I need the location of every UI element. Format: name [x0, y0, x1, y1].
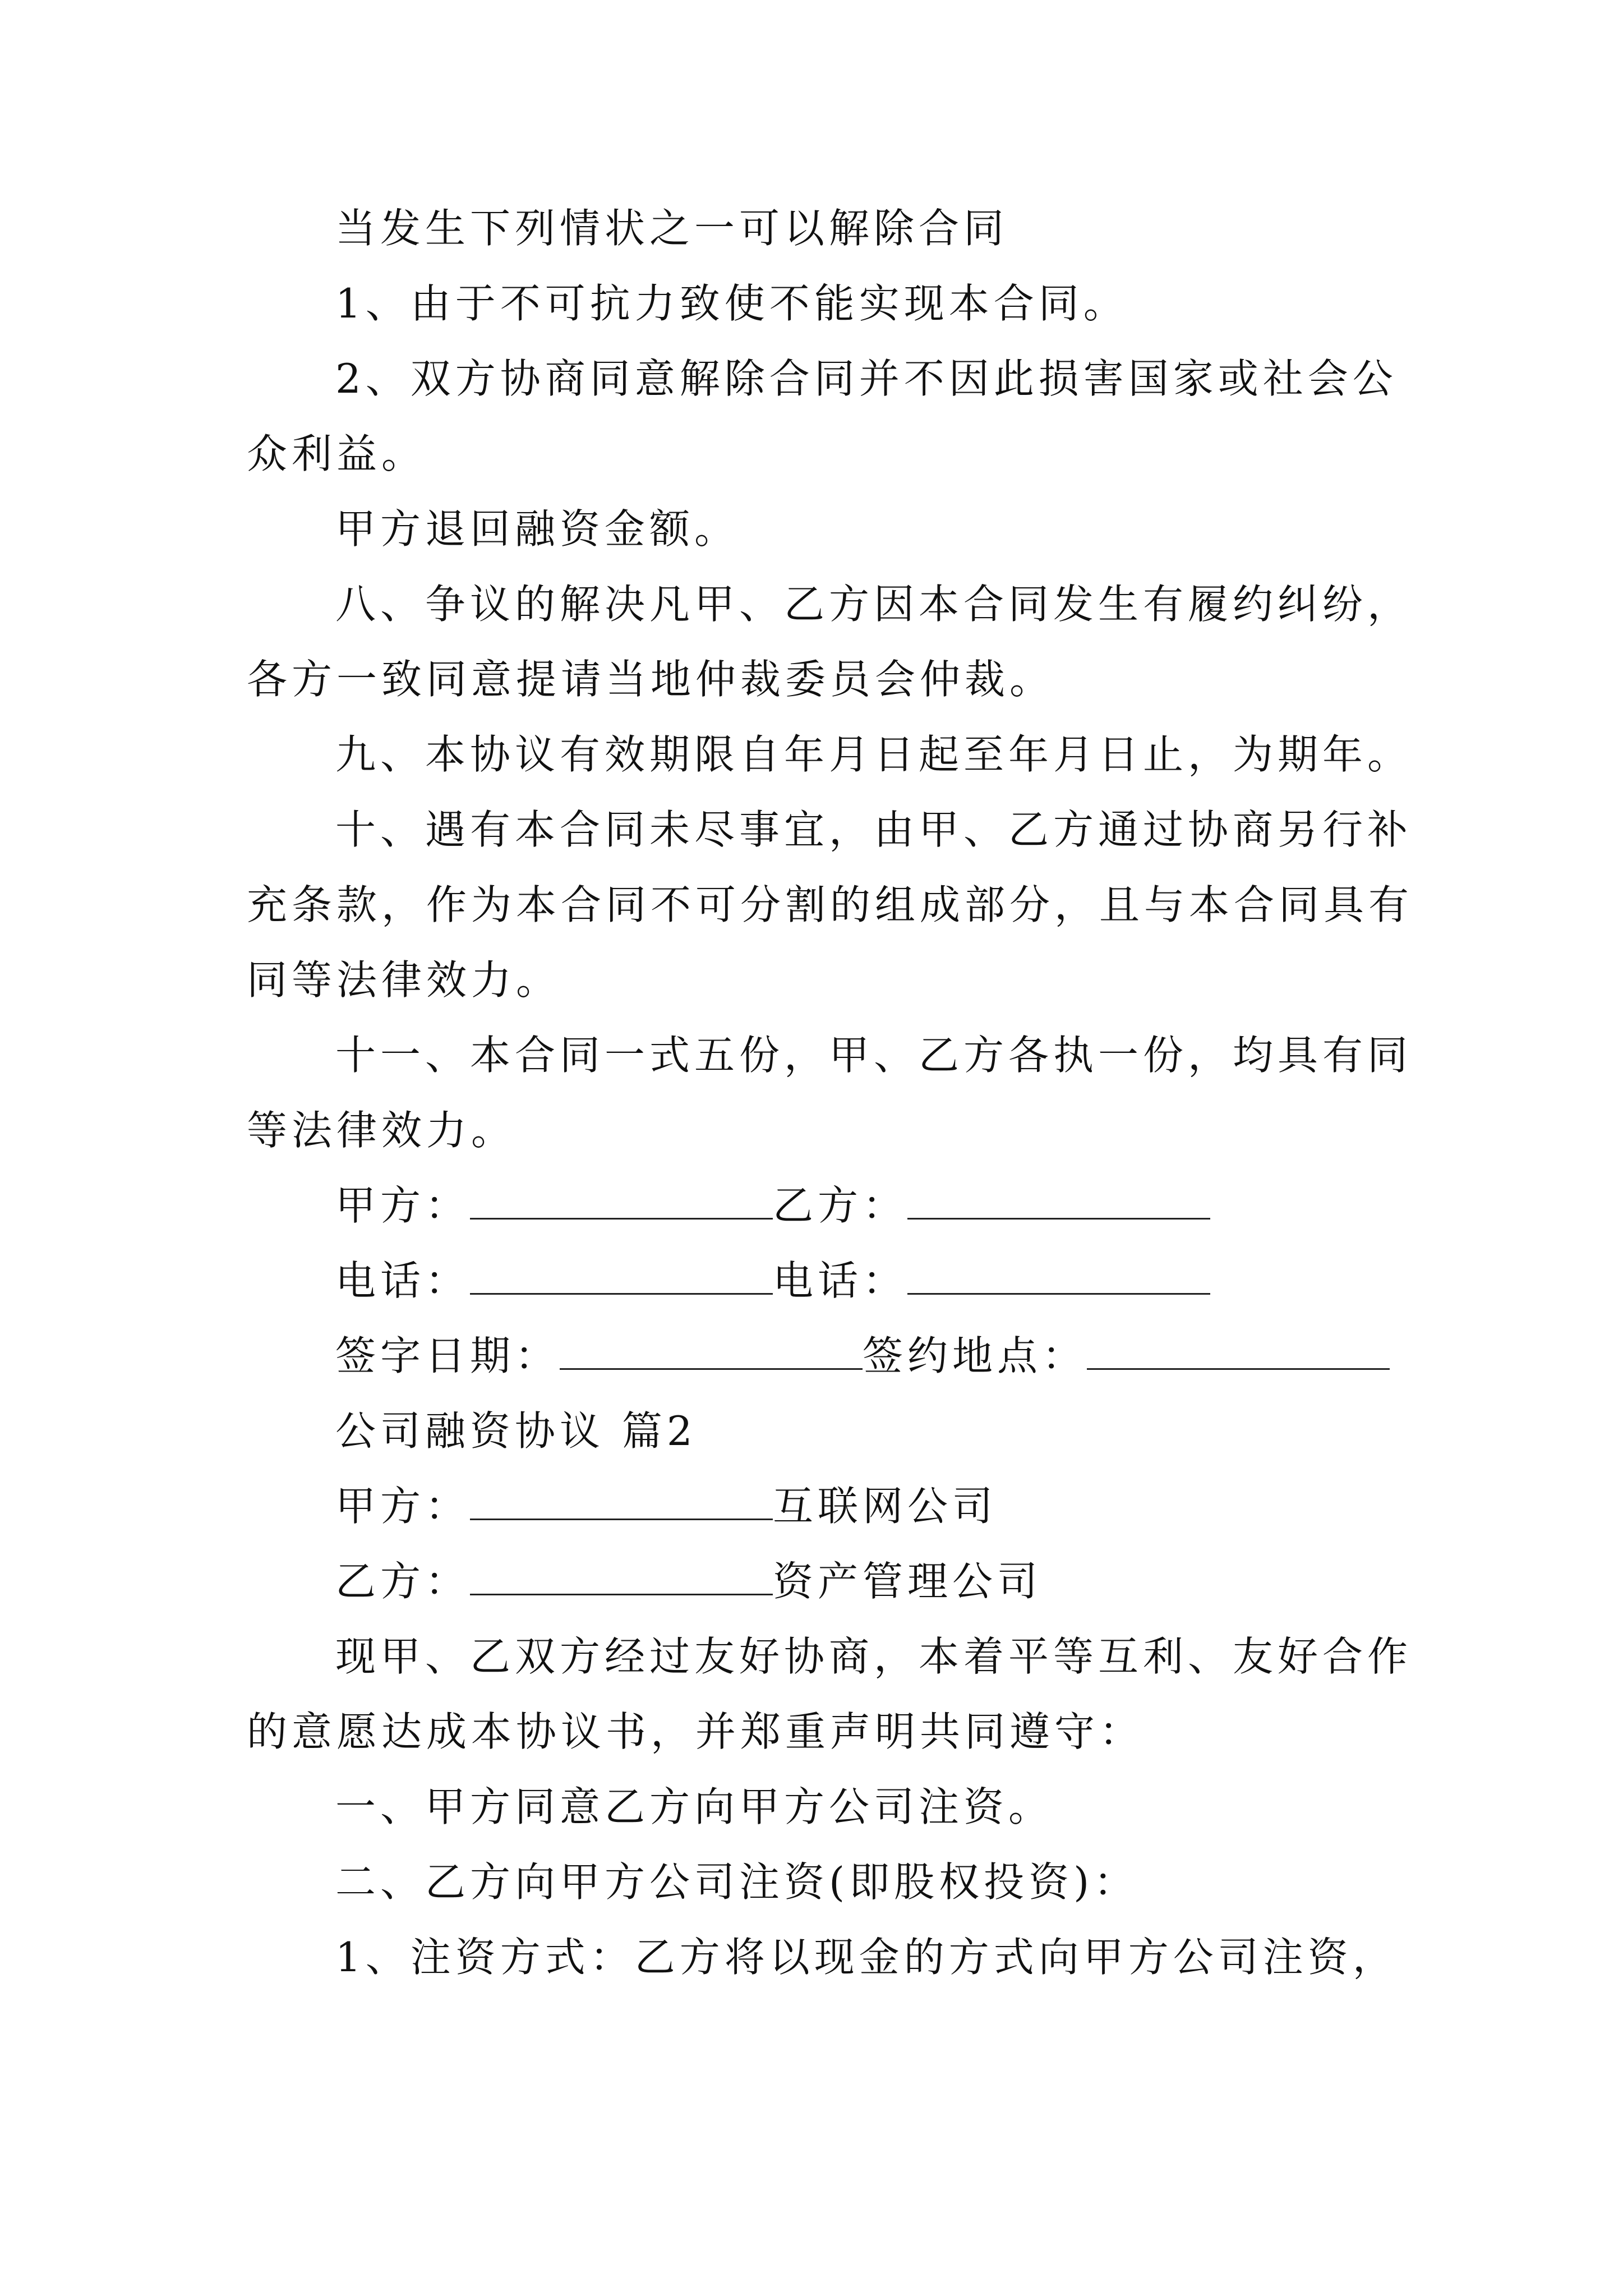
paragraph-force-majeure: 1、由于不可抗力致使不能实现本合同。	[335, 280, 1128, 327]
signature-party-row	[247, 1168, 1391, 1243]
paragraph-supplement-line2: 充条款，作为本合同不可分割的组成部分，且与本合同具有	[247, 881, 1414, 928]
sign-date-label: 签字日期：	[335, 1332, 560, 1379]
phone-a-blank[interactable]	[470, 1253, 773, 1295]
section2-intro-line2: 的意愿达成本协议书，并郑重声明共同遵守：	[247, 1708, 1145, 1755]
party-a-blank[interactable]	[470, 1177, 773, 1220]
section2-title: 公司融资协议 篇2	[335, 1407, 697, 1455]
section2-clause2: 二、乙方向甲方公司注资(即股权投资)：	[335, 1858, 1139, 1906]
section2-party-b-row	[247, 1544, 1391, 1619]
paragraph-supplement-line1: 十、遇有本合同未尽事宜，由甲、乙方通过协商另行补	[335, 806, 1413, 853]
section2-party-a-row	[247, 1469, 1391, 1544]
paragraph-validity: 九、本协议有效期限自年月日起至年月日止，为期年。	[335, 731, 1413, 778]
section2-party-b-label: 乙方：	[335, 1558, 471, 1605]
section2-party-a-blank[interactable]	[470, 1478, 773, 1520]
paragraph-mutual-agreement-line1: 2、双方协商同意解除合同并不因此损害国家或社会公	[335, 355, 1398, 402]
paragraph-dispute-line2: 各方一致同意提请当地仲裁委员会仲裁。	[247, 656, 1055, 703]
sign-place-label: 签约地点：	[863, 1332, 1087, 1379]
section2-party-a-name: 互联网公司	[773, 1483, 998, 1530]
party-a-label: 甲方：	[335, 1182, 471, 1229]
party-b-blank[interactable]	[907, 1177, 1210, 1220]
section2-party-a-label: 甲方：	[335, 1483, 471, 1530]
paragraph-mutual-agreement-line2: 众利益。	[247, 430, 427, 477]
sign-date-blank[interactable]	[560, 1328, 863, 1370]
phone-b-label: 电话：	[773, 1257, 908, 1304]
sign-place-blank[interactable]	[1087, 1328, 1390, 1370]
signature-date-place-row	[247, 1318, 1391, 1393]
party-b-label: 乙方：	[773, 1182, 908, 1229]
paragraph-dispute-line1: 八、争议的解决凡甲、乙方因本合同发生有履约纠纷，	[335, 581, 1413, 628]
paragraph-copies-line1: 十一、本合同一式五份，甲、乙方各执一份，均具有同	[335, 1032, 1413, 1079]
phone-a-label: 电话：	[335, 1257, 471, 1304]
paragraph-supplement-line3: 同等法律效力。	[247, 956, 561, 1004]
section2-intro-line1: 现甲、乙双方经过友好协商，本着平等互利、友好合作	[335, 1633, 1413, 1680]
section2-clause1: 一、甲方同意乙方向甲方公司注资。	[335, 1783, 1054, 1830]
section2-clause2-1: 1、注资方式：乙方将以现金的方式向甲方公司注资，	[335, 1934, 1398, 1981]
paragraph-termination-intro: 当发生下列情状之一可以解除合同	[335, 205, 1009, 252]
paragraph-copies-line2: 等法律效力。	[247, 1107, 517, 1154]
phone-b-blank[interactable]	[907, 1253, 1210, 1295]
section2-party-b-name: 资产管理公司	[773, 1558, 1043, 1605]
section2-party-b-blank[interactable]	[470, 1553, 773, 1595]
signature-phone-row	[247, 1243, 1391, 1318]
document-body	[247, 191, 1414, 1995]
paragraph-refund: 甲方退回融资金额。	[335, 505, 740, 553]
